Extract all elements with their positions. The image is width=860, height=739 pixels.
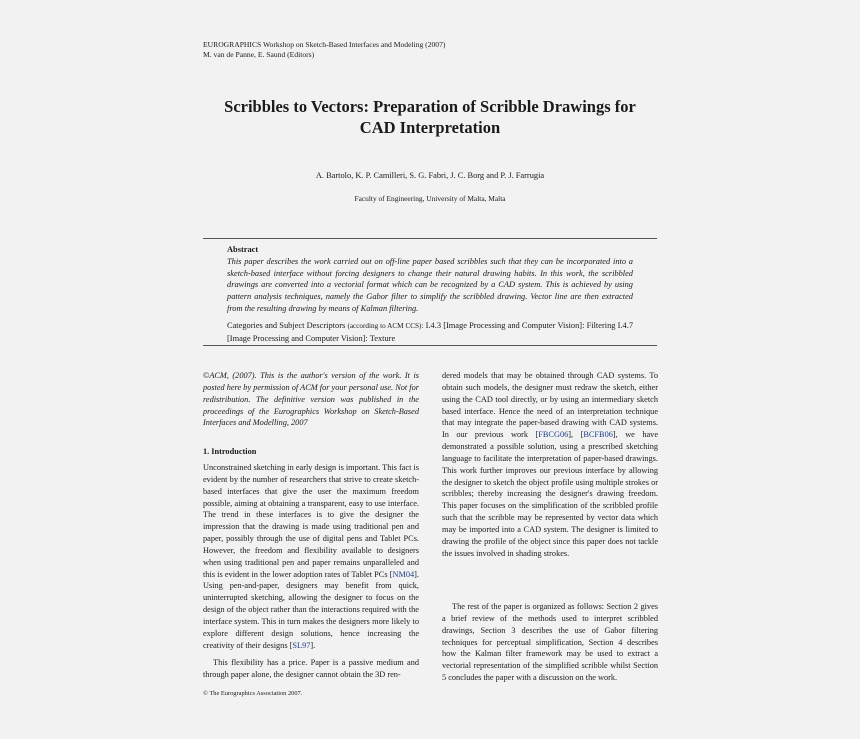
right-paragraph-1 xyxy=(442,370,658,560)
abstract-bottom-rule xyxy=(203,345,657,346)
footer-copyright-icon: © xyxy=(203,690,208,697)
citation-bcfb06[interactable]: BCFB06 xyxy=(583,430,613,440)
abstract-text: This paper describes the work carried out on off-line paper based scribbles such that they can be incorporated into a sketch-based interface without forcing designers to change their natural drawing habits. In this work, the scribbled drawings are converted into a vectorial format which can be recognized by a CAD system. This is achieved by using pattern analysis techniques, namely the Gabor filter to simplify the scribbled drawing. Vector line are then extracted from the resulting drawing by means of Kalman filtering. xyxy=(227,256,633,313)
abstract-block xyxy=(227,244,633,344)
right-text-c: ], we have demonstrated a possible solution, using a prescribed sketching language to facilitate the interpretation of paper-based drawings. This work further improves our previous interface by allowing the designer to sketch the object profile using multiple strokes or scribbles; thereby increasing the designer's drawing freedom. This paper focuses on the simplification of the scribbled profile such that the scribble may be represented by vector data which may be imported into a CAD system. The designer is limited to drawing the profile of the object since this paper does not tackle the issues involved in shading strokes. xyxy=(442,430,659,558)
citation-sl97[interactable]: SL97 xyxy=(292,640,311,650)
citation-nm04[interactable]: NM04 xyxy=(392,569,415,579)
affiliation: Faculty of Engineering, University of Malta, Malta xyxy=(354,194,506,203)
intro-paragraph-1 xyxy=(203,462,419,652)
right-paragraph-2 xyxy=(442,601,658,684)
right-text-a: dered models that may be obtained through CAD systems. To obtain such models, the designer must redraw the sketch, either using the CAD tool directly, or by using an intermediary sketch based interface. Hence the need of an interpretation technique that may integrate the paper-based drawing with CAD systems. In our previous work [ xyxy=(442,371,658,440)
page-footer xyxy=(203,690,302,697)
right-text-p2: The rest of the paper is organized as follows: Section 2 gives a brief review of the methods used to interpret scribbled drawings, Section 3 describes the use of Gabor filtering techniques for perceptual simplification, Section 4 describes how the Kalman filter framework may be used to extract a vectorial representation of the simplified scribble whilst Section 5 concludes the paper with a discussion on the work. xyxy=(442,602,658,683)
footer-text: The Eurographics Association 2007. xyxy=(209,690,303,697)
intro-text-a: Unconstrained sketching in early design is important. This fact is evident by the number of researchers that strive to create sketch-based interfaces that give the user the maximum freedom possible, aiming at obtaining a transparent, easy to use interface. The trend in these interfaces is to give the designer the impression that the drawing is made using traditional pen and paper, possibly through the use of digital pens and Tablet PCs. However, the freedom and flexibility available to designers when using traditional pen and paper remains unparalleled and this is evident in the lower adoption rates of Tablet PCs [ xyxy=(203,463,419,579)
title-line-1: Scribbles to Vectors: Preparation of Scribble Drawings for xyxy=(224,97,636,116)
paper-title xyxy=(150,96,710,138)
section-heading-introduction: 1. Introduction xyxy=(203,447,257,456)
intro-text-p2: This flexibility has a price. Paper is a passive medium and through paper alone, the designer cannot obtain the 3D ren- xyxy=(203,658,419,679)
abstract-heading: Abstract xyxy=(227,245,259,254)
categories-label: Categories and Subject Descriptors xyxy=(227,320,346,330)
intro-paragraph-2 xyxy=(203,657,419,681)
copyright-notice xyxy=(203,370,419,429)
intro-text-c: ]. xyxy=(310,640,316,650)
header-editors: M. van de Panne, E. Saund (Editors) xyxy=(203,50,315,59)
running-header xyxy=(203,40,445,60)
categories-acm: (according to ACM CCS): xyxy=(347,321,424,330)
citation-fbcg06[interactable]: FBCG06 xyxy=(538,430,569,440)
author-list: A. Bartolo, K. P. Camilleri, S. G. Fabri, J. C. Borg and P. J. Farrugia xyxy=(315,171,545,180)
categories-text: I.4.3 [Image Processing and Computer Vision]: Filtering I.4.7 [Image Processing and Computer Vision]: Texture xyxy=(227,320,634,343)
notice-text: ACM, (2007). This is the author's version of the work. It is posted here by permission of ACM for your personal use. Not for redistribution. The definitive version was published in the proceedings of the Eurographics Workshop on Sketch-Based Interfaces and Modelling, 2007 xyxy=(203,371,419,428)
abstract-top-rule xyxy=(203,238,657,239)
title-line-2: CAD Interpretation xyxy=(359,118,501,137)
categories xyxy=(227,320,633,345)
header-workshop: EUROGRAPHICS Workshop on Sketch-Based Interfaces and Modeling (2007) xyxy=(203,40,446,49)
intro-text-b: ]. Using pen-and-paper, designers may benefit from quick, uninterrupted sketching, allowing the designer to focus on the design of the object rather than the interactions required with the interface system. This in turn makes the designers more likely to explore different design solutions, hence increasing the creativity of their designs [ xyxy=(203,569,419,650)
right-text-b: ], [ xyxy=(568,430,584,440)
copyright-icon: © xyxy=(203,371,210,380)
